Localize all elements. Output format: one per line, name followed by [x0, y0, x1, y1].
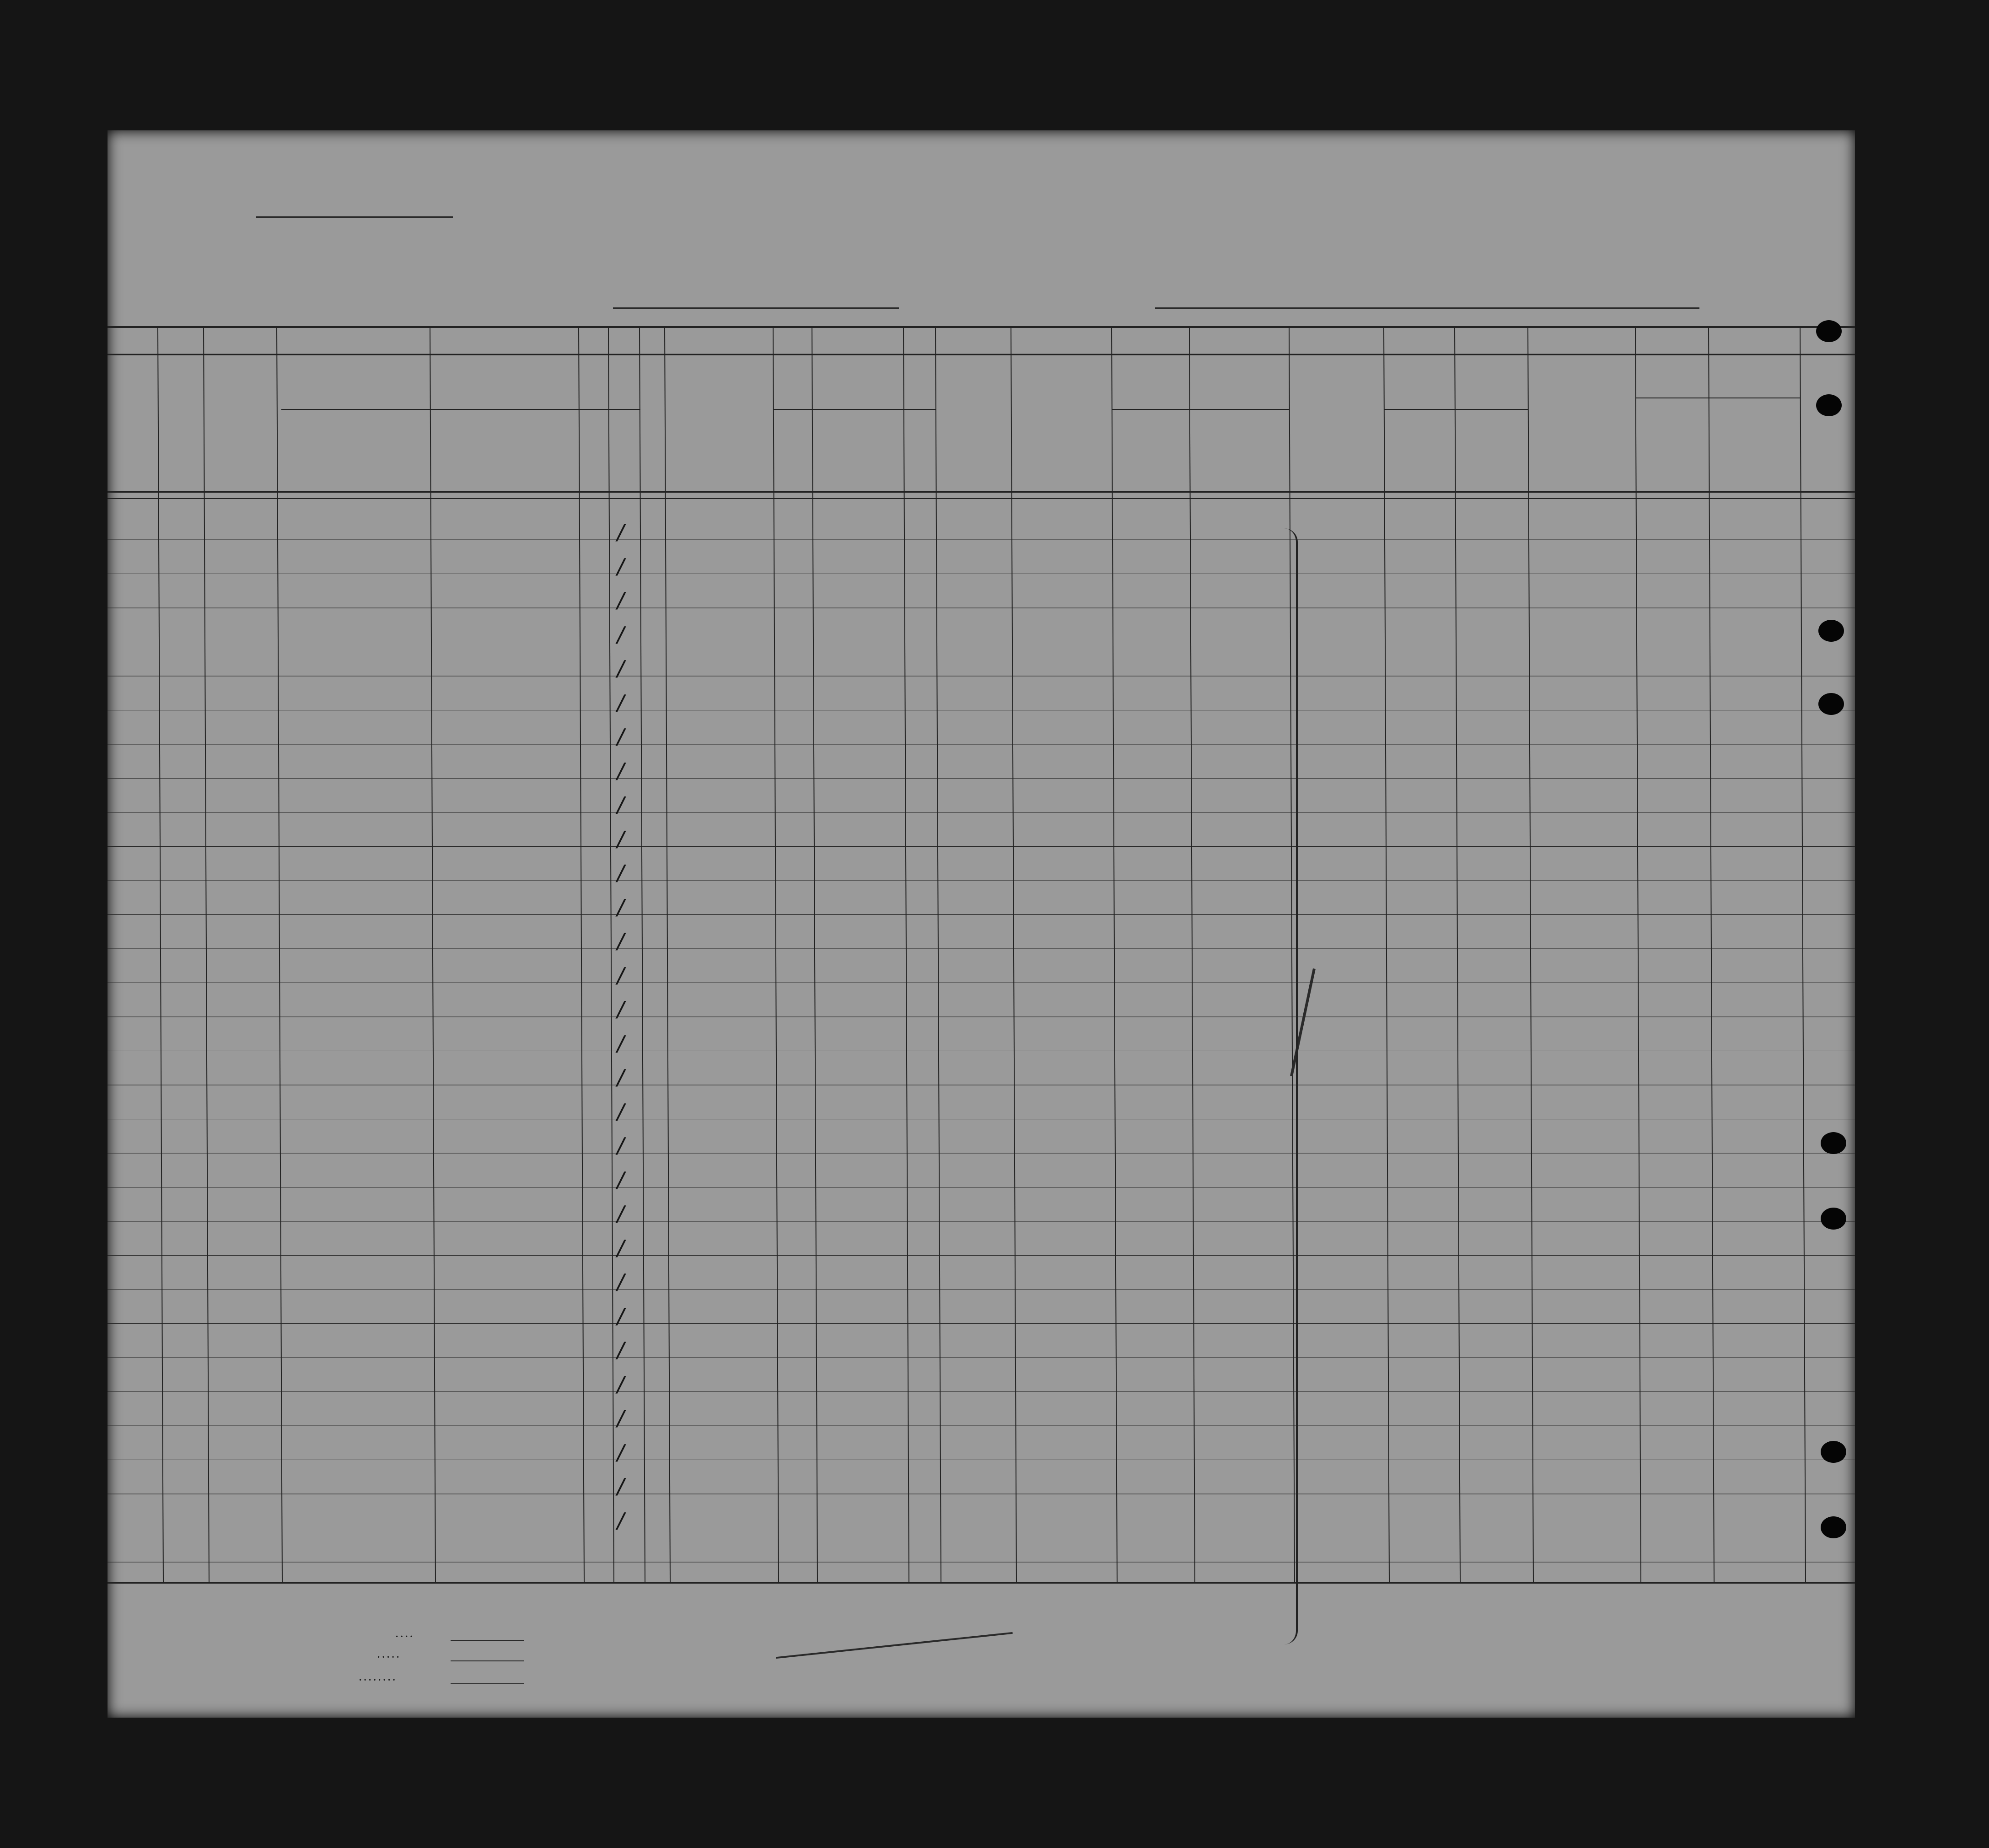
age-check-mark: /: [615, 1371, 628, 1397]
age-check-mark: /: [615, 1031, 628, 1056]
punch-hole: [1816, 320, 1842, 342]
age-check-mark: /: [615, 792, 628, 817]
manifest-grid: [108, 130, 1855, 1718]
age-check-mark: /: [615, 1099, 628, 1124]
age-check-mark: /: [615, 553, 628, 579]
age-check-mark: /: [615, 622, 628, 647]
age-check-mark: /: [615, 656, 628, 681]
age-check-mark: /: [615, 520, 628, 544]
punch-hole: [1816, 394, 1842, 416]
age-check-mark: /: [615, 997, 628, 1021]
age-check-mark: /: [615, 1167, 628, 1192]
age-check-mark: /: [615, 1235, 628, 1260]
age-check-mark: /: [615, 1474, 628, 1499]
age-check-mark: /: [615, 724, 628, 749]
punch-hole: [1821, 1516, 1846, 1538]
us-citizens-dots: . . . . .: [377, 1649, 399, 1660]
total-passengers-dots: . . . .: [396, 1628, 413, 1639]
punch-hole: [1818, 620, 1844, 642]
age-check-mark: /: [615, 1201, 628, 1226]
age-check-mark: /: [615, 929, 628, 953]
punch-hole: [1818, 693, 1844, 715]
age-check-mark: /: [615, 1406, 628, 1430]
punch-hole: [1821, 1441, 1846, 1463]
age-check-mark: /: [615, 588, 628, 612]
punch-hole: [1821, 1132, 1846, 1154]
manifest-sheet: [108, 130, 1855, 1718]
age-check-mark: /: [615, 894, 628, 919]
visa-bracket: [1283, 528, 1298, 1644]
age-check-mark: /: [615, 1508, 628, 1533]
age-check-mark: /: [615, 860, 628, 885]
age-check-mark: /: [615, 962, 628, 988]
total-passengers-line: [451, 1640, 524, 1641]
age-check-mark: /: [615, 826, 628, 851]
age-check-mark: /: [615, 1269, 628, 1294]
age-check-mark: /: [615, 1303, 628, 1328]
punch-hole: [1821, 1208, 1846, 1230]
aliens-line: [451, 1683, 524, 1684]
age-check-mark: /: [615, 1065, 628, 1090]
age-check-mark: /: [615, 1133, 628, 1158]
aliens-dots: . . . . . . . .: [359, 1672, 395, 1683]
age-check-mark: /: [615, 1338, 628, 1362]
us-citizens-line: [451, 1660, 524, 1661]
age-check-mark: /: [615, 758, 628, 783]
age-check-mark: /: [615, 690, 628, 715]
age-check-mark: /: [615, 1440, 628, 1465]
